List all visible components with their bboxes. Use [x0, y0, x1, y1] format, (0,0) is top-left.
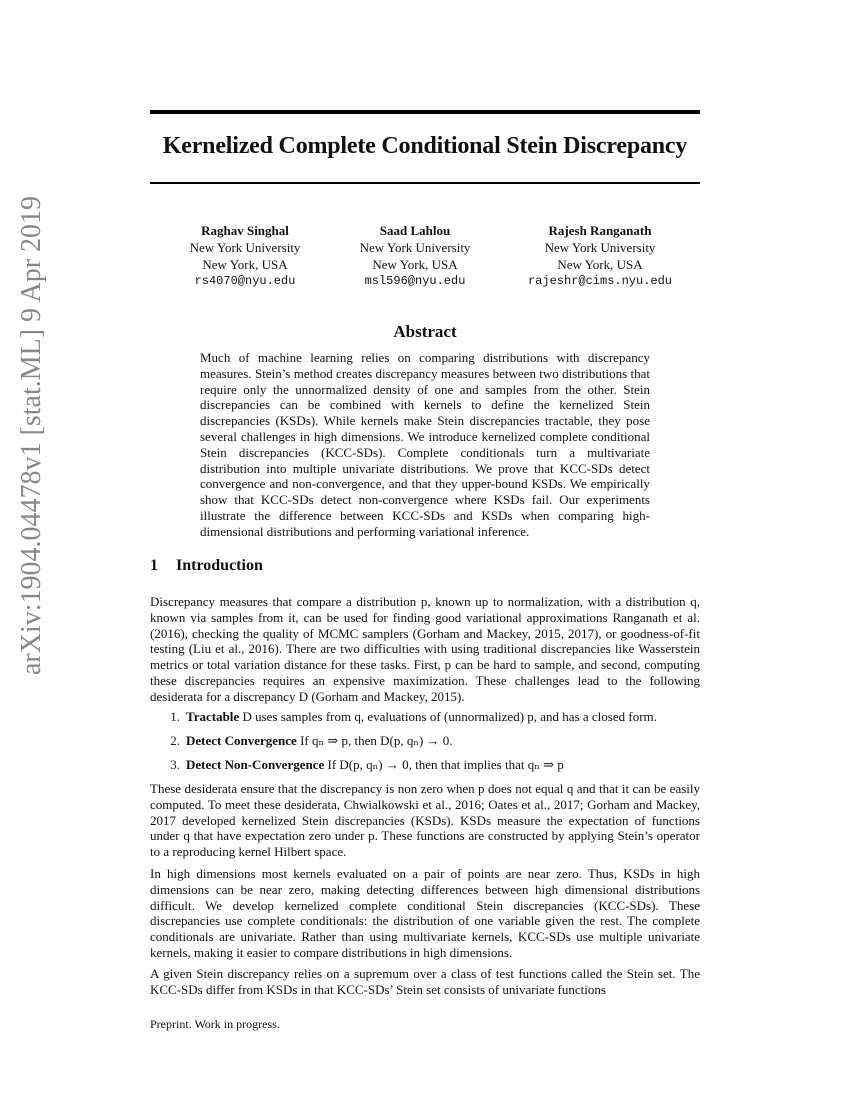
section-number: 1 — [150, 557, 158, 574]
section-title: Introduction — [176, 557, 263, 574]
desideratum-item — [150, 733, 700, 749]
intro-paragraph-4: A given Stein discrepancy relies on a supremum over a class of test functions called the Stein set. The KCC-SDs differ from KSDs in that KCC-SDs’ Stein set consists of univariate functions — [150, 966, 700, 997]
author-1 — [150, 222, 340, 290]
intro-paragraph-1: Discrepancy measures that compare a distribution p, known up to normalization, with a distribution q, known via samples from it, can be used for finding good variational approximations Ranganath et al. (2016), checking the quality of MCMC samplers (Gorham and Mackey, 2015, 2017), or goodness-of-fit testing (Liu et al., 2016). There are two difficulties with using traditional discrepancies like Wasserstein metrics or total variation distance for these tasks. First, p can be hard to sample, and second, computing these discrepancies requires an expensive maximization. These challenges lead to the following desiderata for a discrepancy D (Gorham and Mackey, 2015). — [150, 594, 700, 704]
author-affiliation: New York University — [189, 240, 301, 255]
title-top-rule — [150, 110, 700, 114]
author-location: New York, USA — [557, 257, 643, 272]
author-name: Raghav Singhal — [201, 223, 289, 238]
item-label: Detect Non-Convergence — [186, 757, 325, 772]
item-text: If D(p, qₙ) → 0, then that implies that qₙ ⇒ p — [327, 757, 564, 772]
abstract-text: Much of machine learning relies on comparing distributions with discrepancy measures. Stein’s method creates discrepancy measures between two distributions that require only the unnormalized density of one and samples from the other. Stein discrepancies can be combined with kernels to define the kernelized Stein discrepancies (KSDs). While kernels make Stein discrepancies tractable, they pose several challenges in high dimensions. We introduce kernelized complete conditional Stein discrepancies (KCC-SDs). Complete conditionals turn a multivariate distribution into multiple univariate distributions. We prove that KCC-SDs detect convergence and non-convergence, and that they upper-bound KSDs. We empirically show that KCC-SDs detect non-convergence where KSDs fail. Our experiments illustrate the difference between KCC-SDs and KSDs when comparing high-dimensional distributions and performing variational inference. — [200, 350, 650, 539]
paper-title: Kernelized Complete Conditional Stein Discrepancy — [162, 133, 688, 159]
author-name: Rajesh Ranganath — [548, 223, 652, 238]
author-location: New York, USA — [202, 257, 288, 272]
item-text: If qₙ ⇒ p, then D(p, qₙ) → 0. — [300, 733, 453, 748]
intro-paragraph-3: In high dimensions most kernels evaluated on a pair of points are near zero. Thus, KSDs in high dimensions can be near zero, making detecting differences between high dimensional distributions difficult. We develop kernelized complete conditional Stein discrepancies (KCC-SDs). These discrepancies use complete conditionals: the distribution of one variable given the rest. The complete conditionals are univariate. Rather than using multivariate kernels, KCC-SDs use multiple univariate kernels, making it easier to compare distributions in high dimensions. — [150, 866, 700, 960]
item-number: 1. — [170, 709, 180, 724]
author-3 — [505, 222, 695, 290]
desideratum-item — [150, 709, 700, 725]
item-label: Tractable — [186, 709, 240, 724]
author-affiliation: New York University — [544, 240, 656, 255]
author-email[interactable]: msl596@nyu.edu — [364, 274, 466, 288]
author-affiliation: New York University — [359, 240, 471, 255]
author-location: New York, USA — [372, 257, 458, 272]
author-email[interactable]: rs4070@nyu.edu — [194, 274, 296, 288]
intro-paragraph-2: These desiderata ensure that the discrepancy is non zero when p does not equal q and that it can be easily computed. To meet these desiderata, Chwialkowski et al., 2016; Oates et al., 2017; Gorham and Mackey, 2017 developed kernelized Stein discrepancies (KSDs). KSDs measure the expectation of functions under q that have expectation zero under p. These functions are constructed by applying Stein’s operator to a reproducing kernel Hilbert space. — [150, 781, 700, 860]
abstract-heading: Abstract — [393, 322, 457, 341]
arxiv-id-text: arXiv:1904.04478v1 [stat.ML] 9 Apr 2019 — [16, 195, 47, 675]
item-number: 3. — [170, 757, 180, 772]
author-name: Saad Lahlou — [379, 223, 451, 238]
title-bottom-rule — [150, 182, 700, 184]
preprint-footer: Preprint. Work in progress. — [150, 1017, 280, 1031]
author-2 — [335, 222, 495, 290]
desideratum-item — [150, 757, 700, 773]
item-text: D uses samples from q, evaluations of (unnormalized) p, and has a closed form. — [242, 709, 657, 724]
section-heading — [150, 557, 263, 575]
item-label: Detect Convergence — [186, 733, 297, 748]
author-email[interactable]: rajeshr@cims.nyu.edu — [527, 274, 673, 288]
item-number: 2. — [170, 733, 180, 748]
